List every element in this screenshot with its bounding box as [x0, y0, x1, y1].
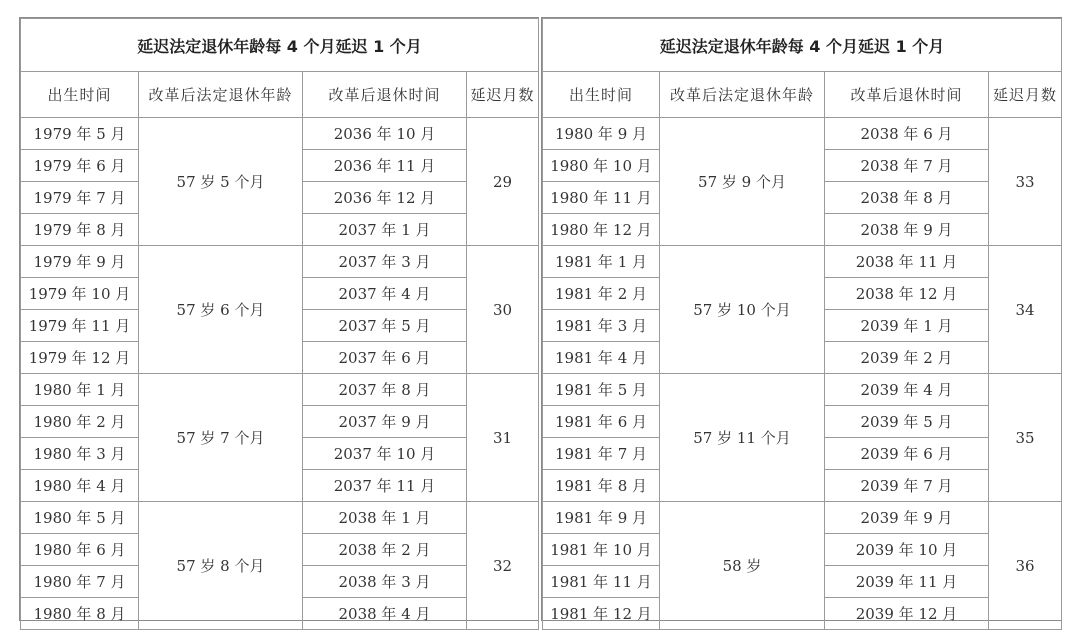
birth-date-cell: 1979 年 8 月 [21, 214, 139, 246]
retirement-age-cell: 57 岁 7 个月 [139, 374, 303, 502]
retirement-date-cell: 2038 年 12 月 [825, 278, 989, 310]
retirement-age-cell: 57 岁 5 个月 [139, 118, 303, 246]
retirement-age-cell: 57 岁 11 个月 [660, 374, 825, 502]
delay-months-cell: 35 [989, 374, 1062, 502]
delay-months-cell: 36 [989, 502, 1062, 630]
retirement-date-cell: 2038 年 9 月 [825, 214, 989, 246]
birth-date-cell: 1979 年 9 月 [21, 246, 139, 278]
birth-date-cell: 1979 年 5 月 [21, 118, 139, 150]
birth-date-cell: 1979 年 12 月 [21, 342, 139, 374]
birth-date-cell: 1981 年 5 月 [543, 374, 660, 406]
column-header: 延迟月数 [467, 72, 539, 118]
column-header: 改革后法定退休年龄 [660, 72, 825, 118]
retirement-date-cell: 2037 年 1 月 [303, 214, 467, 246]
retirement-age-cell: 58 岁 [660, 502, 825, 630]
retirement-date-cell: 2038 年 7 月 [825, 150, 989, 182]
column-header: 出生时间 [21, 72, 139, 118]
retirement-date-cell: 2039 年 9 月 [825, 502, 989, 534]
delay-months-cell: 32 [467, 502, 539, 630]
birth-date-cell: 1979 年 11 月 [21, 310, 139, 342]
retirement-date-cell: 2036 年 10 月 [303, 118, 467, 150]
retirement-date-cell: 2039 年 10 月 [825, 534, 989, 566]
retirement-date-cell: 2039 年 12 月 [825, 598, 989, 630]
retirement-date-cell: 2038 年 2 月 [303, 534, 467, 566]
retirement-age-cell: 57 岁 9 个月 [660, 118, 825, 246]
birth-date-cell: 1979 年 10 月 [21, 278, 139, 310]
right-retirement-table [541, 17, 1062, 621]
birth-date-cell: 1980 年 9 月 [543, 118, 660, 150]
retirement-date-cell: 2036 年 12 月 [303, 182, 467, 214]
birth-date-cell: 1979 年 7 月 [21, 182, 139, 214]
birth-date-cell: 1980 年 2 月 [21, 406, 139, 438]
retirement-date-cell: 2037 年 9 月 [303, 406, 467, 438]
table-row [543, 118, 1062, 150]
column-header: 改革后退休时间 [303, 72, 467, 118]
birth-date-cell: 1980 年 12 月 [543, 214, 660, 246]
retirement-table [542, 18, 1062, 630]
retirement-date-cell: 2037 年 6 月 [303, 342, 467, 374]
delay-months-cell: 31 [467, 374, 539, 502]
retirement-date-cell: 2039 年 11 月 [825, 566, 989, 598]
retirement-date-cell: 2039 年 6 月 [825, 438, 989, 470]
left-retirement-table [19, 17, 539, 621]
retirement-age-cell: 57 岁 6 个月 [139, 246, 303, 374]
delay-months-cell: 34 [989, 246, 1062, 374]
retirement-date-cell: 2038 年 6 月 [825, 118, 989, 150]
delay-months-cell: 30 [467, 246, 539, 374]
retirement-date-cell: 2036 年 11 月 [303, 150, 467, 182]
column-header: 改革后法定退休年龄 [139, 72, 303, 118]
table-row [543, 246, 1062, 278]
retirement-age-cell: 57 岁 10 个月 [660, 246, 825, 374]
delay-months-cell: 33 [989, 118, 1062, 246]
retirement-date-cell: 2039 年 7 月 [825, 470, 989, 502]
birth-date-cell: 1980 年 6 月 [21, 534, 139, 566]
table-row [21, 374, 539, 406]
table-title: 延迟法定退休年龄每 4 个月延迟 1 个月 [21, 19, 539, 72]
retirement-date-cell: 2038 年 11 月 [825, 246, 989, 278]
birth-date-cell: 1981 年 10 月 [543, 534, 660, 566]
birth-date-cell: 1981 年 12 月 [543, 598, 660, 630]
retirement-date-cell: 2037 年 4 月 [303, 278, 467, 310]
birth-date-cell: 1979 年 6 月 [21, 150, 139, 182]
birth-date-cell: 1981 年 1 月 [543, 246, 660, 278]
retirement-date-cell: 2037 年 8 月 [303, 374, 467, 406]
birth-date-cell: 1981 年 7 月 [543, 438, 660, 470]
birth-date-cell: 1980 年 1 月 [21, 374, 139, 406]
table-row [21, 118, 539, 150]
birth-date-cell: 1980 年 4 月 [21, 470, 139, 502]
birth-date-cell: 1981 年 3 月 [543, 310, 660, 342]
retirement-date-cell: 2039 年 1 月 [825, 310, 989, 342]
table-row [21, 502, 539, 534]
retirement-date-cell: 2039 年 2 月 [825, 342, 989, 374]
retirement-date-cell: 2037 年 3 月 [303, 246, 467, 278]
retirement-date-cell: 2038 年 8 月 [825, 182, 989, 214]
table-row [543, 502, 1062, 534]
birth-date-cell: 1981 年 4 月 [543, 342, 660, 374]
birth-date-cell: 1980 年 10 月 [543, 150, 660, 182]
table-title: 延迟法定退休年龄每 4 个月延迟 1 个月 [543, 19, 1062, 72]
retirement-age-cell: 57 岁 8 个月 [139, 502, 303, 630]
birth-date-cell: 1981 年 2 月 [543, 278, 660, 310]
column-header: 延迟月数 [989, 72, 1062, 118]
birth-date-cell: 1980 年 3 月 [21, 438, 139, 470]
table-row [21, 246, 539, 278]
birth-date-cell: 1981 年 9 月 [543, 502, 660, 534]
retirement-date-cell: 2037 年 10 月 [303, 438, 467, 470]
birth-date-cell: 1980 年 11 月 [543, 182, 660, 214]
table-row [543, 374, 1062, 406]
retirement-date-cell: 2037 年 11 月 [303, 470, 467, 502]
retirement-date-cell: 2038 年 4 月 [303, 598, 467, 630]
delay-months-cell: 29 [467, 118, 539, 246]
column-header: 出生时间 [543, 72, 660, 118]
retirement-date-cell: 2039 年 5 月 [825, 406, 989, 438]
birth-date-cell: 1980 年 5 月 [21, 502, 139, 534]
retirement-date-cell: 2038 年 3 月 [303, 566, 467, 598]
retirement-date-cell: 2038 年 1 月 [303, 502, 467, 534]
birth-date-cell: 1981 年 8 月 [543, 470, 660, 502]
retirement-table [20, 18, 539, 630]
retirement-date-cell: 2039 年 4 月 [825, 374, 989, 406]
birth-date-cell: 1980 年 8 月 [21, 598, 139, 630]
birth-date-cell: 1981 年 6 月 [543, 406, 660, 438]
column-header: 改革后退休时间 [825, 72, 989, 118]
birth-date-cell: 1980 年 7 月 [21, 566, 139, 598]
birth-date-cell: 1981 年 11 月 [543, 566, 660, 598]
retirement-date-cell: 2037 年 5 月 [303, 310, 467, 342]
